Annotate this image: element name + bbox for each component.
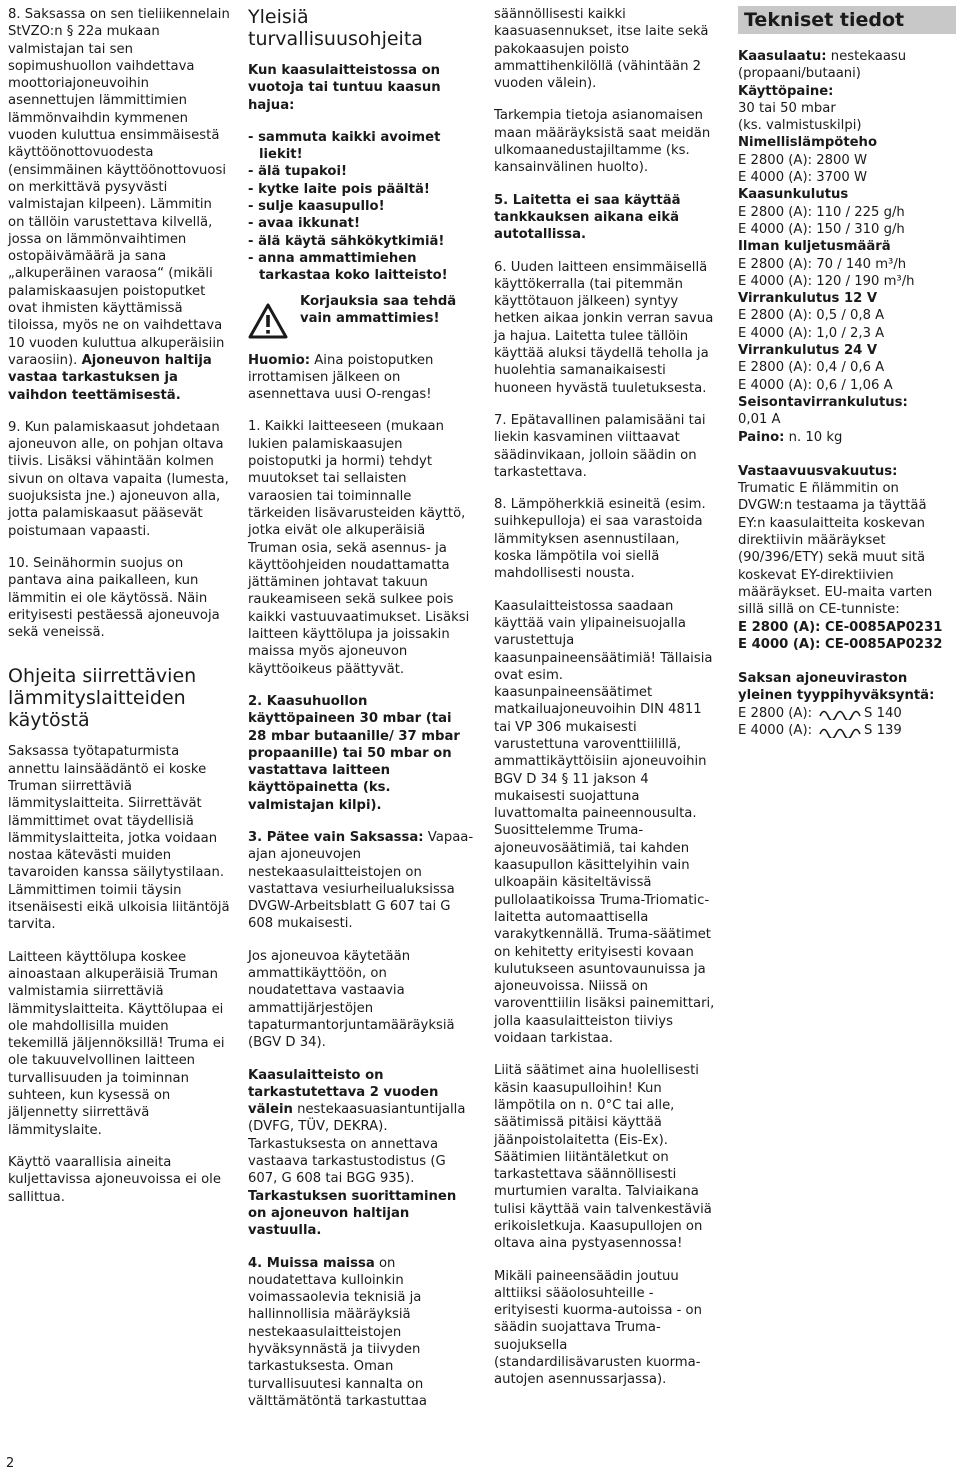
page-number: 2 [6,1456,15,1471]
spec-value: E 4000 (A): 150 / 310 g/h [738,221,905,237]
paragraph-10: 10. Seinähormin suojus on pantava aina paikalleen, kun lämmitin ei ole käytössä. Näin erityisesti pestäessä ajoneuvoja sekä veneissä. [8,555,220,641]
warning-notice [248,293,474,339]
safety-point-1: 1. Kaikki laitteeseen (mukaan lukien palamiskaasujen poistoputki ja hormi) tehdyt muutokset tai sellaisten varaosien tai toiminnalle tärkeiden lisävarusteiden käyttö, jotka eivät ole alkuperäisiä Truman osia, sekä asennus- ja käyttöohjeiden noudattamatta jättäminen johtavat takuun raukeamiseen sekä sulkee pois kaikki vastuuvaatimukset. Lisäksi laitteen käyttölupa ja joissakin maissa myös ajoneuvon käyttöoikeus päättyvät. [248,419,470,677]
spec-label: Ilman kuljetusmäärä [738,239,891,255]
spec-current-24v [738,342,956,394]
spec-value: E 4000 (A): 120 / 190 m³/h [738,273,915,289]
type-approval-row [738,722,956,739]
safety-point-4-text: on noudatettava kulloinkin voimassaolevia teknisiä ja hallinnollisia määräyksiä nestekaasulaitteistojen hyväksynnästä ja tiivyden tarkastuksesta. Oman turvallisuutesi kannalta on välttämätöntä tarkastuttaa [248,1255,428,1409]
spec-label: Nimellislämpöteho [738,135,878,151]
spec-value: E 4000 (A): 3700 W [738,170,868,186]
type-approval-row [738,705,956,722]
inspection-label: Kaasulaitteisto on tarkastutettava 2 vuoden välein [248,1067,439,1118]
warning-triangle-icon [248,303,288,339]
safety-point-5 [494,192,718,244]
spec-gas-consumption [738,186,956,238]
paragraph-inspection-continued: säännöllisesti kaikki kaasuasennukset, itse laite sekä pakokaasujen poisto ammattihenkilöllä (vähintään 2 vuoden välein). [494,7,709,92]
safety-action-item: - älä käytä sähkökytkimiä! [248,233,445,249]
spec-label: Virrankulutus 12 V [738,291,878,307]
safety-action-item: - avaa ikkunat! [248,216,361,232]
conformity-label: Vastaavuusvakuutus: [738,463,898,479]
spec-label: Seisontavirrankulutus: [738,394,908,410]
safety-point-4 [248,1255,474,1411]
spec-list [738,48,956,446]
type-approval-number: S 139 [864,722,902,738]
safety-point-5-text: 5. Laitetta ei saa käyttää tankkauksen aikana eikä autotallissa. [494,192,681,243]
column-2 [248,6,474,1425]
paragraph-9: 9. Kun palamiskaasut johdetaan ajoneuvon alle, on pohjan oltava tiivis. Lisäksi vähintään kolmen sivun on oltava vapaita (lumesta, suojuksista jne.) ajoneuvon alla, jotta palamiskaasut pääsevät poistumaan vapaasti. [8,419,229,539]
spec-value: E 2800 (A): 2800 W [738,152,868,168]
paragraph-portable-c: Käyttö vaarallisia aineita kuljettavissa ajoneuvoissa ei ole sallittua. [8,1154,221,1205]
commercial-use-note: Jos ajoneuvoa käytetään ammattikäyttöön, on noudatettava vastaavia ammattijärjestöjen tapaturmantorjuntamääräyksiä (BGV D 34). [248,948,455,1051]
type-approval-model: E 2800 (A): [738,705,813,721]
safety-point-2-text: 2. Kaasuhuollon käyttöpaineen 30 mbar (tai 28 mbar butaanille/ 37 mbar propaanille) tai 50 mbar on vastattava laitteen käyttöpainetta (ks. valmistajan kilpi). [248,693,460,813]
spec-air-flow [738,238,956,290]
technical-data-heading: Tekniset tiedot [738,6,956,34]
spec-label: Kaasulaatu: [738,49,827,64]
paragraph-regulators: Kaasulaitteistossa saadaan käyttää vain ylipaineisuojalla varustettuja kaasunpaineensäätimiä! Tällaisia ovat esim. kaasunpaineensäätimet matkailuajoneuvoihin DIN 4811 tai VP 306 mukaisesti varustettuna varoventtiilillä, ammattikäyttöisiin ajoneuvoihin BGV D 34 § 11 jakson 4 mukaisesti suojattuna luvattomalta paineennousulta. Suosittelemme Truma-ajoneuvosäätimiä, tai kahden kaasupullon käsittelyihin vain ulkoapäin käsiteltävissä pullolaatikoissa Truma-Triomatic-laitetta automaattisella varakytkennällä. Truma-säätimet on kehitetty erityisesti kovaan kulutukseen asuntovaunuissa ja ajoneuvoissa. Niissä on varoventtiilin lisäksi painemittari, jolla kaasulaitteiston tiiviys voidaan tarkistaa. [494,598,715,1047]
spec-value: E 4000 (A): 1,0 / 2,3 A [738,325,885,341]
safety-point-7: 7. Epätavallinen palamisääni tai liekin kasvaminen viittaavat säädinvikaan, jolloin säädin on tarkastettava. [494,412,706,480]
spec-value: E 2800 (A): 70 / 140 m³/h [738,256,907,272]
section-heading-safety: Yleisiä turvallisuusohjeita [248,6,423,50]
paragraph-more-info: Tarkempia tietoja asianomaisen maan määräyksistä saat meidän ulkomaanedustajiltamme (ks. kansainvälinen huolto). [494,108,711,176]
column-1 [8,6,232,1221]
spec-value: (ks. valmistuskilpi) [738,118,862,134]
safety-point-4-label: 4. Muissa maissa [248,1255,375,1271]
safety-action-item: - älä tupakoi! [248,164,348,180]
safety-action-item: - anna ammattimiehen tarkastaa koko laitteisto! [248,250,448,284]
warning-text: Korjauksia saa tehdä vain ammattimies! [300,293,457,326]
inspection-paragraph [248,1067,474,1240]
column-3 [494,6,718,1404]
ce-mark-e4000: E 4000 (A): CE-0085AP0232 [738,636,943,652]
paragraph-portable-a: Saksassa työtapaturmista annettu lainsäädäntö ei koske Truman siirrettäviä lämmityslaitteita. Siirrettävät lämmittimet ovat täydellisiä lämmityslaitteita, jotka voidaan nostaa kätevästi muiden tavaroiden kanssa säilytystilaan. Lämmittimen toimii täysin itsenäisesti eikä ulkoisia liitäntöjä tarvita. [8,744,230,933]
spec-label: Virrankulutus 24 V [738,343,878,359]
type-approval-number: S 140 [864,705,902,721]
spec-label: Paino: [738,429,785,445]
spec-value: E 2800 (A): 0,4 / 0,6 A [738,360,885,376]
column-4 [738,6,956,739]
spec-value: E 2800 (A): 0,5 / 0,8 A [738,308,885,324]
o-ring-note [248,352,474,404]
safety-point-2 [248,693,474,814]
spec-standby-current [738,394,956,429]
paragraph-8-text: 8. Saksassa on sen tieliikennelain StVZO:n § 22a mukaan valmistajan tai sen sopimushuollon vaihdettava moottoriajoneuvoihin asennettujen lämmittimien lämmönvaihdin kymmenen vuoden kuluttua ensimmäisestä käyttöönottovuodesta (ensimmäinen käyttöönottovuosi on merkittävä pysyvästi valmistajan kilpeen). Lämmitin on tällöin varustettava kilvellä, jossa on lämmönvaihtimen ostopäivämäärä ja sana „alkuperäinen varaosa“ (mikäli palamiskaasujen poistoputket ovat ihmisten käyttämissä tiloissa, myös ne on vaihdettava 10 vuoden kuluttua alkuperäisiin varaosiin). [8,7,230,368]
gas-leak-intro [248,62,474,114]
spec-value: 30 tai 50 mbar [738,100,836,116]
o-ring-note-text: Aina poistoputken irrottamisen jälkeen on asennettava uusi O-rengas! [248,352,434,403]
paragraph-regulator-connection: Liitä säätimet aina huolellisesti käsin kaasupulloihin! Kun lämpötila on n. 0°C tai alle, säätimissä pitäisi käyttää jäänpoistolaitetta (Eis-Ex). Säätimien liitäntäletkut on tarkastettava säännöllisesti murtumien varalta. Talviaikana tulisi käyttää vain talvenkestäviä erikoisletkuja. Kaasupullojen on oltava aina pystyasennossa! [494,1063,712,1252]
conformity-declaration [738,463,956,653]
spec-gas-type [738,48,956,83]
section-heading-portable-heaters: Ohjeita siirrettävien lämmityslaitteiden käytöstä [8,665,197,732]
safety-point-3-label: 3. Pätee vain Saksassa: [248,829,424,845]
spec-operating-pressure [738,83,956,135]
spec-current-12v [738,290,956,342]
spec-weight [738,429,956,446]
type-approval [738,670,956,739]
spec-label: Kaasunkulutus [738,187,849,203]
paragraph-8-bold: Ajoneuvon haltija vastaa tarkastuksen ja vaihdon teettämisestä. [8,352,212,403]
safety-point-6: 6. Uuden laitteen ensimmäisellä käyttökerralla (tai pitemmän käyttötauon jälkeen) syntyy hetken aikaa jonkin verran savua ja hajua. Laitetta tulee tällöin käyttää aluksi täydellä teholla ja huolehtia samanaikaisesti huoneen hyvästä tuuletuksesta. [494,259,714,396]
o-ring-note-label: Huomio: [248,352,311,368]
wave-mark-icon [818,706,862,720]
paragraph-regulator-cover: Mikäli paineensäädin joutuu alttiiksi sääolosuhteille - erityisesti kuorma-autoissa - on säädin suojattava Truma-suojuksella (standardilisävarusten kuorma-autojen asennussarjassa). [494,1268,702,1388]
type-approval-model: E 4000 (A): [738,722,813,738]
safety-action-item: - sulje kaasupullo! [248,199,385,215]
conformity-text: Trumatic E ñlämmitin on DVGW:n testaama ja täyttää EY:n kaasulaitteita koskevan direktiivin määräykset (90/396/ETY) sekä muut sitä koskevat EY-direktiivien määräykset. EU-maita varten sillä sillä on CE-tunniste: [738,481,933,618]
safety-point-3 [248,829,474,933]
safety-point-8: 8. Lämpöherkkiä esineitä (esim. suihkepulloja) ei saa varastoida lämmityksen asennustilaan, koska lämpötila voi siellä mahdollisesti nousta. [494,497,706,582]
paragraph-8 [8,6,232,404]
spec-value: n. 10 kg [784,429,843,445]
spec-rated-output [738,134,956,186]
safety-action-item: - sammuta kaikki avoimet liekit! [248,129,441,163]
spec-value: E 4000 (A): 0,6 / 1,06 A [738,377,893,393]
spec-value: nestekaasu (propaani/butaani) [738,49,907,82]
spec-value: E 2800 (A): 110 / 225 g/h [738,204,905,220]
ce-mark-e2800: E 2800 (A): CE-0085AP0231 [738,619,943,635]
inspection-responsibility: Tarkastuksen suorittaminen on ajoneuvon haltijan vastuulla. [248,1188,457,1239]
spec-value: 0,01 A [738,412,781,428]
spec-label: Käyttöpaine: [738,83,834,99]
safety-action-list [248,129,474,285]
wave-mark-icon [818,724,862,738]
safety-action-item: - kytke laite pois päältä! [248,181,430,197]
paragraph-portable-b: Laitteen käyttölupa koskee ainoastaan alkuperäisiä Truman valmistamia siirrettäviä lämmityslaitteita. Käyttölupaa ei ole mahdollisilla muiden tekemillä jäljennöksillä! Truma ei ole takuuvelvollinen laitteen turvallisuuden ja toiminnan suhteen, kun kysessä on jäljennetty siirrettävä lämmityslaite. [8,949,225,1138]
gas-leak-intro-text: Kun kaasulaitteistossa on vuotoja tai tuntuu kaasun hajua: [248,63,441,113]
type-approval-label: Saksan ajoneuviraston yleinen tyyppihyväksyntä: [738,671,935,704]
inspection-text: nestekaasuasiantuntijalla (DVFG, TÜV, DEKRA). Tarkastuksesta on annettava vastaava tarkastustodistus (G 607, G 608 tai BGG 935). [248,1102,466,1187]
safety-point-3-text: Vapaa-ajan ajoneuvojen nestekaasulaitteistojen on vastattava vesiurheilualuksissa DVGW-Arbeitsblatt G 607 tai G 608 mukaisesti. [248,829,474,932]
